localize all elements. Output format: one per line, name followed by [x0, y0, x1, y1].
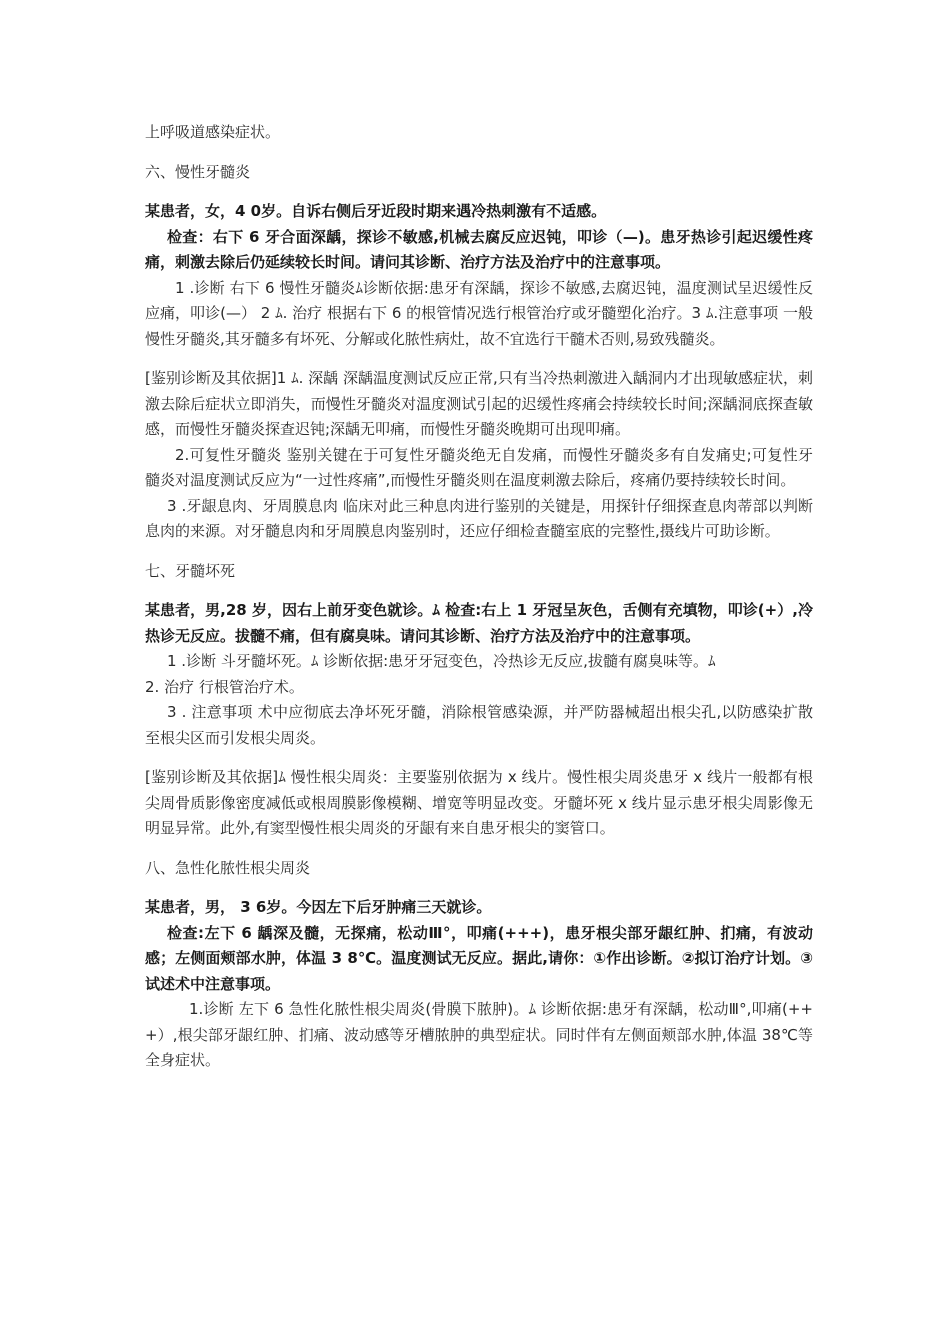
differential-diagnosis: [鉴别诊断及其依据]ﾑ 慢性根尖周炎：主要鉴别依据为 x 线片。慢性根尖周炎患牙 x 线片一般都有根尖周骨质影像密度减低或根周膜影像模糊、增宽等明显改变。牙髓坏死 x 线片显示患牙根尖周影像无明显异常。此外,有窦型慢性根尖周炎的牙龈有来自患牙根尖的窦管口。 [145, 768, 813, 837]
case-examination: 检查:左下 6 龋深及髓，无探痛，松动Ⅲ°，叩痛(+++)，患牙根尖部牙龈红肿、扪痛，有波动感；左侧面颊部水肿，体温 3 8℃。温度测试无反应。据此,请你：①作出诊断。②拟订治疗计划。③试述术中注意事项。 [145, 923, 813, 993]
case-description: 某患者，男,28 岁，因右上前牙变色就诊。ﾑ 检查:右上 1 牙冠呈灰色，舌侧有充填物，叩诊(+）,冷热诊无反应。拔髓不痛，但有腐臭味。请问其诊断、治疗方法及治疗中的注意事项。 [145, 601, 813, 645]
document-content [145, 120, 813, 1074]
differential-item: 2.可复性牙髓炎 鉴别关键在于可复性牙髓炎绝无自发痛，而慢性牙髓炎多有自发痛史;可复性牙髓炎对温度测试反应为“一过性疼痛”,而慢性牙髓炎则在温度刺激去除后，疼痛仍要持续较长时间。 [145, 445, 813, 489]
case-description: 某患者，男， 3 6岁。今因左下后牙肿痛三天就诊。 [145, 898, 492, 916]
section-heading-acute-periapical: 八、急性化脓性根尖周炎 [145, 858, 311, 877]
section-heading-chronic-pulpitis: 六、慢性牙髓炎 [145, 162, 251, 181]
paragraph-continuation: 上呼吸道感染症状。 [145, 123, 281, 141]
answer-diagnosis: 1 .诊断 右下 6 慢性牙髓炎ﾑ诊断依据:患牙有深龋，探诊不敏感,去腐迟钝，温度测试呈迟缓性反应痛，叩诊(—） 2 ﾑ. 治疗 根据右下 6 的根管情况选行根管治疗或牙髓塑化治疗。3 ﾑ.注意事项 一般慢性牙髓炎,其牙髓多有坏死、分解或化脓性病灶，故不宜选行干髓术否则,易致残髓炎。 [145, 278, 813, 348]
section-heading-pulp-necrosis: 七、牙髓坏死 [145, 561, 236, 580]
case-description: 某患者，女，4 0岁。自诉右侧后牙近段时期来遇冷热刺激有不适感。 [145, 202, 607, 220]
differential-item: 3 .牙龈息肉、牙周膜息肉 临床对此三种息肉进行鉴别的关键是，用探针仔细探查息肉蒂部以判断息肉的来源。对牙髓息肉和牙周膜息肉鉴别时，还应仔细检查髓室底的完整性,摄线片可助诊断。 [145, 496, 813, 540]
case-examination: 检查：右下 6 牙合面深龋，探诊不敏感,机械去腐反应迟钝，叩诊（—)。患牙热诊引起迟缓性疼痛，刺激去除后仍延续较长时间。请问其诊断、治疗方法及治疗中的注意事项。 [145, 227, 813, 271]
answer-diagnosis: 1 .诊断 斗牙髓坏死。ﾑ 诊断依据:患牙牙冠变色，冷热诊无反应,拔髓有腐臭味等。ﾑ [167, 652, 716, 670]
answer-precautions: 3 . 注意事项 术中应彻底去净坏死牙髓，消除根管感染源，并严防器械超出根尖孔,以防感染扩散至根尖区而引发根尖周炎。 [145, 703, 813, 747]
answer-diagnosis: 1.诊断 左下 6 急性化脓性根尖周炎(骨膜下脓肿)。ﾑ 诊断依据:患牙有深龋，松动Ⅲ°,叩痛(+++）,根尖部牙龈红肿、扪痛、波动感等牙槽脓肿的典型症状。同时伴有左侧面颊部水肿,体温 38℃等全身症状。 [145, 1000, 813, 1069]
differential-diagnosis: [鉴别诊断及其依据]1 ﾑ. 深龋 深龋温度测试反应正常,只有当冷热刺激进入龋洞内才出现敏感症状，刺激去除后症状立即消失，而慢性牙髓炎对温度测试引起的迟缓性疼痛会持续较长时间;深龋洞底探查敏感，而慢性牙髓炎探查迟钝;深龋无叩痛，而慢性牙髓炎晚期可出现叩痛。 [145, 369, 813, 438]
answer-treatment: 2. 治疗 行根管治疗术。 [145, 677, 304, 696]
